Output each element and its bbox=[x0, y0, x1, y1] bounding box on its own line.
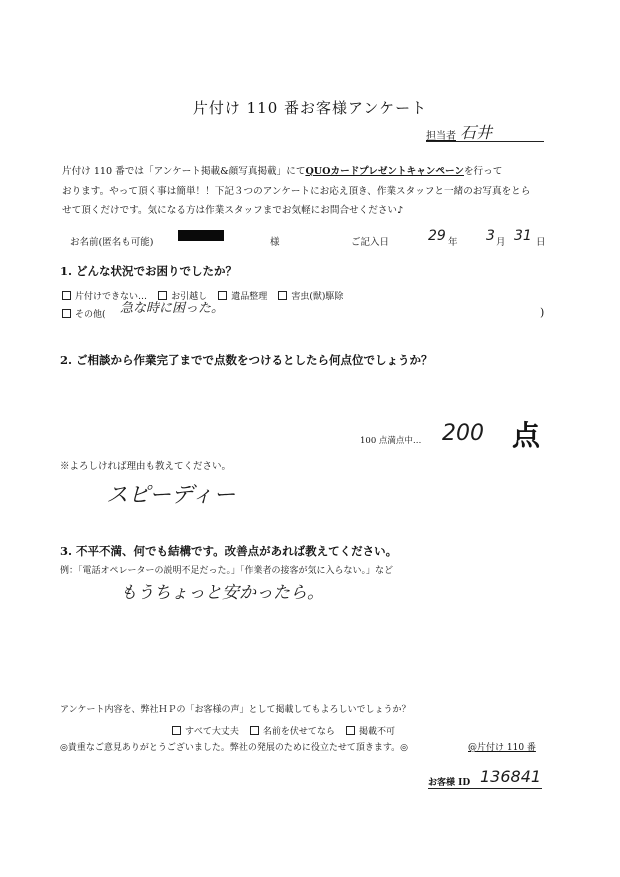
publish-option-none[interactable]: 掲載不可 bbox=[346, 724, 395, 737]
redacted-name bbox=[178, 230, 224, 241]
reason-answer: スピーディー bbox=[106, 483, 236, 508]
staff-field bbox=[426, 123, 544, 142]
year-value: 29 bbox=[428, 228, 446, 244]
staff-name: 石井 bbox=[460, 123, 493, 142]
question-2-title: 2. ご相談から作業完了までで点数をつけるとしたら何点位でしょうか？ bbox=[60, 353, 433, 367]
month-value: 3 bbox=[486, 228, 495, 244]
survey-title: 片付け 110 番お客様アンケート bbox=[192, 99, 428, 117]
intro-line-1 bbox=[62, 162, 530, 182]
customer-id-label: お客様 ID bbox=[428, 778, 471, 788]
checkbox-icon[interactable] bbox=[250, 726, 259, 735]
brand-line: @片付け 110 番 bbox=[468, 743, 536, 753]
day-unit: 日 bbox=[536, 237, 546, 248]
checkbox-icon[interactable] bbox=[62, 309, 71, 318]
year-unit: 年 bbox=[448, 237, 458, 248]
q1-option-0[interactable]: 片付けできない… bbox=[62, 289, 147, 302]
day-value: 31 bbox=[514, 228, 532, 244]
score-unit: 点 bbox=[512, 419, 541, 452]
score-value: 200 bbox=[442, 421, 484, 446]
intro-line-3: せて頂くだけです。気になる方は作業スタッフまでお気軽にお問合せください♪ bbox=[62, 205, 404, 216]
sama-label: 様 bbox=[270, 237, 280, 248]
q1-option-other[interactable]: その他( bbox=[62, 307, 106, 320]
campaign-highlight: QUOカードプレゼントキャンペーン bbox=[305, 166, 464, 177]
intro-line-1-c: を行って bbox=[463, 166, 503, 177]
intro-line-1-a: 片付け 110 番では「アンケート掲載&顔写真掲載」にて bbox=[62, 166, 306, 177]
q1-other-answer: 急な時に困った。 bbox=[120, 301, 225, 316]
customer-id-value: 136841 bbox=[480, 767, 542, 786]
question-3-title: 3. 不平不満、何でも結構です。改善点があれば教えてください。 bbox=[60, 544, 398, 558]
question-1-title: 1. どんな状況でお困りでしたか？ bbox=[60, 264, 238, 278]
publish-question: アンケート内容を、弊社ＨＰの「お客様の声」として掲載してもよろしいでしょうか？ bbox=[60, 705, 411, 715]
q1-close-paren: ) bbox=[540, 306, 545, 319]
month-unit: 月 bbox=[496, 237, 506, 248]
q1-option-3[interactable]: 害虫(獣)駆除 bbox=[278, 289, 343, 302]
publish-option-all[interactable]: すべて大丈夫 bbox=[172, 724, 239, 737]
intro-line-2: おります。やって頂く事は簡単！！下記３つのアンケートにお応え頂き、作業スタッフと一緒のお写真をとら bbox=[62, 185, 531, 197]
q3-answer: もうちょっと安かったら。 bbox=[120, 583, 324, 603]
reason-prompt: ※よろしければ理由も教えてください。 bbox=[60, 461, 232, 472]
customer-id-field bbox=[428, 767, 542, 789]
q1-option-2[interactable]: 遺品整理 bbox=[218, 289, 267, 302]
q1-option-1[interactable]: お引越し bbox=[158, 289, 207, 302]
checkbox-icon[interactable] bbox=[172, 726, 181, 735]
publish-option-anonymous[interactable]: 名前を伏せてなら bbox=[250, 724, 335, 737]
checkbox-icon[interactable] bbox=[62, 291, 71, 300]
name-label: お名前(匿名も可能) bbox=[70, 237, 154, 248]
intro-text bbox=[62, 162, 530, 221]
publish-options bbox=[172, 719, 401, 738]
checkbox-icon[interactable] bbox=[278, 291, 287, 300]
staff-label: 担当者 bbox=[426, 131, 456, 142]
q3-example: 例：「電話オペレーターの説明不足だった。」「作業者の接客が気に入らない。」など bbox=[60, 566, 394, 576]
q1-other-row bbox=[62, 302, 112, 321]
thanks-line: ◎貴重なご意見ありがとうございました。弊社の発展のために役立たせて頂きます。◎ bbox=[60, 743, 408, 753]
date-label: ご記入日 bbox=[351, 237, 390, 248]
checkbox-icon[interactable] bbox=[346, 726, 355, 735]
score-label: 100 点満点中… bbox=[360, 436, 422, 446]
